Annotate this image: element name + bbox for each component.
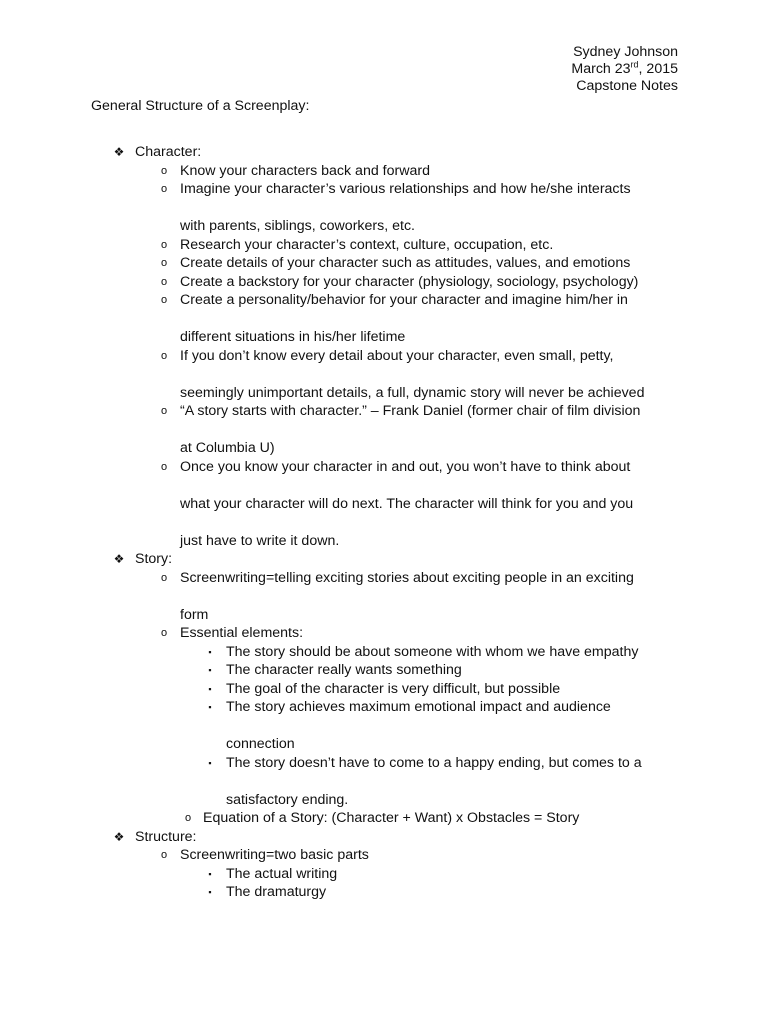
list-item: o Create a personality/behavior for your character and imagine him/her in different situations in his/her lifetime	[0, 291, 768, 347]
list-item: o If you don’t know every detail about your character, even small, petty, seemingly unimportant details, a full, dynamic story will never be achieved	[0, 347, 768, 403]
circle-bullet-icon: o	[160, 849, 168, 861]
list-item: o Screenwriting=telling exciting stories about exciting people in an exciting form	[0, 569, 768, 625]
sub-list-item: ▪ The goal of the character is very difficult, but possible	[0, 680, 768, 699]
list-item: o Know your characters back and forward	[0, 162, 768, 181]
sub-list-item: ▪ The story should be about someone with whom we have empathy	[0, 643, 768, 662]
square-bullet-icon: ▪	[208, 702, 212, 712]
sub-list-item: ▪ The actual writing	[0, 865, 768, 884]
circle-bullet-icon: o	[160, 460, 168, 473]
section-structure	[0, 828, 768, 847]
list-item: o Essential elements:	[0, 624, 768, 643]
square-bullet-icon: ▪	[208, 665, 212, 675]
author-name: Sydney Johnson	[573, 44, 678, 60]
list-item: o Create details of your character such as attitudes, values, and emotions	[0, 254, 768, 273]
circle-bullet-icon: o	[160, 571, 168, 584]
list-item: o Create a backstory for your character (physiology, sociology, psychology)	[0, 273, 768, 292]
square-bullet-icon: ▪	[208, 646, 212, 657]
sub-list-item: ▪ The dramaturgy	[0, 883, 768, 902]
circle-bullet-icon: o	[160, 238, 168, 251]
list-item: o “A story starts with character.” – Frank Daniel (former chair of film division at Columbia U)	[0, 402, 768, 458]
circle-bullet-icon: o	[160, 164, 168, 177]
circle-bullet-icon: o	[160, 627, 168, 639]
sub-list-item: ▪ The character really wants something	[0, 661, 768, 680]
diamond-bullet-icon: ❖	[113, 829, 125, 844]
section-heading: Story:	[135, 551, 173, 567]
diamond-bullet-icon: ❖	[113, 145, 125, 159]
list-item: o Screenwriting=two basic parts	[0, 846, 768, 865]
circle-bullet-icon: o	[160, 275, 168, 288]
list-item: o Equation of a Story: (Character + Want) x Obstacles = Story	[0, 809, 768, 828]
section-heading: Character:	[135, 144, 202, 160]
sub-list-item: ▪ The story doesn’t have to come to a happy ending, but comes to a satisfactory ending.	[0, 754, 768, 810]
square-bullet-icon: ▪	[208, 868, 212, 879]
square-bullet-icon: ▪	[208, 887, 212, 897]
list-item: o Research your character’s context, culture, occupation, etc.	[0, 236, 768, 255]
circle-bullet-icon: o	[184, 812, 192, 824]
square-bullet-icon: ▪	[208, 757, 212, 768]
document-date: March 23rd, 2015	[571, 59, 678, 77]
course-name: Capstone Notes	[576, 78, 678, 94]
page-title: General Structure of a Screenplay:	[91, 98, 310, 114]
section-character	[0, 143, 768, 162]
list-item: o Imagine your character’s various relationships and how he/she interacts with parents, siblings, coworkers, etc.	[0, 180, 768, 236]
circle-bullet-icon: o	[160, 294, 168, 306]
diamond-bullet-icon: ❖	[113, 552, 125, 566]
section-story	[0, 550, 768, 569]
circle-bullet-icon: o	[160, 349, 168, 362]
document-header	[571, 44, 678, 95]
square-bullet-icon: ▪	[208, 683, 212, 694]
circle-bullet-icon: o	[160, 257, 168, 269]
section-heading: Structure:	[135, 828, 197, 845]
notes-outline	[0, 143, 768, 902]
circle-bullet-icon: o	[160, 183, 168, 195]
sub-list-item: ▪ The story achieves maximum emotional impact and audience connection	[0, 698, 768, 754]
list-item: o Once you know your character in and out, you won’t have to think about what your character will do next. The character will think for you and you just have to write it down.	[0, 458, 768, 551]
circle-bullet-icon: o	[160, 405, 168, 417]
